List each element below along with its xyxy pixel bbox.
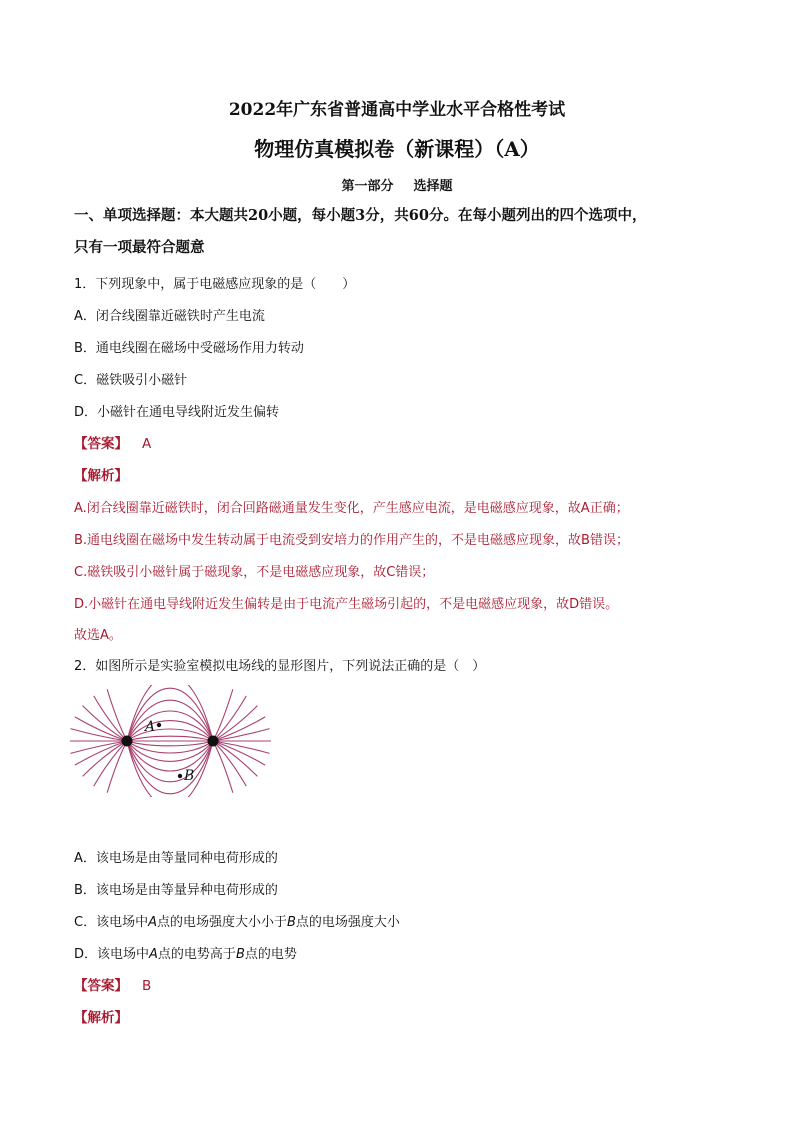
q2-option-b: B．该电场是由等量异种电荷形成的 (74, 883, 278, 898)
field-line (127, 741, 213, 797)
answer-label: 【答案】 (74, 978, 128, 994)
part-name: 选择题 (413, 179, 453, 194)
q2-option-c (74, 911, 400, 930)
q2-option-a: A．该电场是由等量同种电荷形成的 (74, 851, 278, 866)
field-line (127, 736, 213, 741)
part-label: 第一部分 (341, 179, 394, 194)
opt-text: 点的电场强度大小小于 (156, 915, 287, 930)
point-a-ref: A (148, 915, 157, 930)
field-line (127, 741, 213, 753)
point-b-ref: B (287, 915, 296, 930)
q1-option-c: C．磁铁吸引小磁针 (74, 373, 188, 388)
point-a-label: A (145, 719, 156, 735)
field-line (213, 741, 270, 753)
field-line (213, 741, 257, 776)
point-b-label: B (184, 768, 195, 784)
field-line (127, 685, 213, 741)
opt-text: 点的电势 (244, 947, 297, 962)
field-line (75, 717, 127, 741)
field-line (127, 741, 213, 794)
answer-value: A (142, 436, 152, 452)
q1-analysis-c: C.磁铁吸引小磁针属于磁现象，不是电磁感应现象，故C错误； (74, 565, 435, 580)
field-line (70, 729, 127, 741)
q1-option-b: B．通电线圈在磁场中受磁场作用力转动 (74, 341, 304, 356)
field-line (127, 741, 213, 746)
q1-analysis-a: A.闭合线圈靠近磁铁时，闭合回路磁通量发生变化，产生感应电流，是电磁感应现象，故A正确； (74, 501, 629, 516)
field-line (127, 688, 213, 741)
q2-option-d (74, 943, 297, 962)
opt-text: D．该电场中 (74, 947, 150, 962)
field-line (83, 706, 127, 741)
field-line (213, 706, 257, 741)
field-line (127, 729, 213, 741)
point-b-ref: B (235, 947, 245, 962)
answer-value: B (142, 978, 152, 994)
opt-text: 点的电场强度大小 (295, 915, 400, 930)
answer-label: 【答案】 (74, 436, 128, 452)
q2-analysis-label: 【解析】 (74, 1010, 128, 1026)
q2-stem: 2．如图所示是实验室模拟电场线的显形图片，下列说法正确的是（ ） (74, 659, 486, 674)
section-heading-line2: 只有一项最符合题意 (74, 239, 205, 256)
field-line (213, 689, 233, 741)
q1-option-d: D．小磁针在通电导线附近发生偏转 (74, 405, 280, 420)
field-line (75, 741, 127, 765)
point-a-dot (157, 723, 161, 727)
field-line (70, 741, 127, 753)
field-line (213, 729, 270, 741)
section-heading-line1: 一、单项选择题：本大题共20小题，每小题3分，共60分。在每小题列出的四个选项中， (74, 207, 647, 224)
q2-answer (74, 974, 151, 994)
point-b-dot (178, 774, 182, 778)
opt-text: 点的电势高于 (157, 947, 236, 962)
opt-text: C．该电场中 (74, 915, 149, 930)
charge-left (122, 736, 133, 747)
field-line (213, 741, 233, 793)
charge-right (208, 736, 219, 747)
part-heading (0, 175, 794, 194)
field-line (107, 741, 127, 793)
exam-title: 2022年广东省普通高中学业水平合格性考试 (228, 100, 566, 120)
field-line (83, 741, 127, 776)
field-line (213, 717, 265, 741)
electric-field-figure (70, 685, 280, 797)
q1-analysis-label: 【解析】 (74, 468, 128, 484)
q1-conclusion: 故选A。 (74, 628, 122, 643)
exam-subtitle: 物理仿真模拟卷（新课程）（A） (254, 137, 540, 161)
q1-analysis-d: D.小磁针在通电导线附近发生偏转是由于电流产生磁场引起的，不是电磁感应现象，故D错误。 (74, 597, 619, 612)
point-a-ref: A (149, 947, 158, 962)
field-line (213, 741, 265, 765)
q1-analysis-b: B.通电线圈在磁场中发生转动属于电流受到安培力的作用产生的，不是电磁感应现象，故B错误； (74, 533, 629, 548)
q1-stem: 1．下列现象中，属于电磁感应现象的是（ ） (74, 277, 356, 292)
field-line (107, 689, 127, 741)
q1-option-a: A．闭合线圈靠近磁铁时产生电流 (74, 309, 265, 324)
q1-answer (74, 432, 151, 452)
